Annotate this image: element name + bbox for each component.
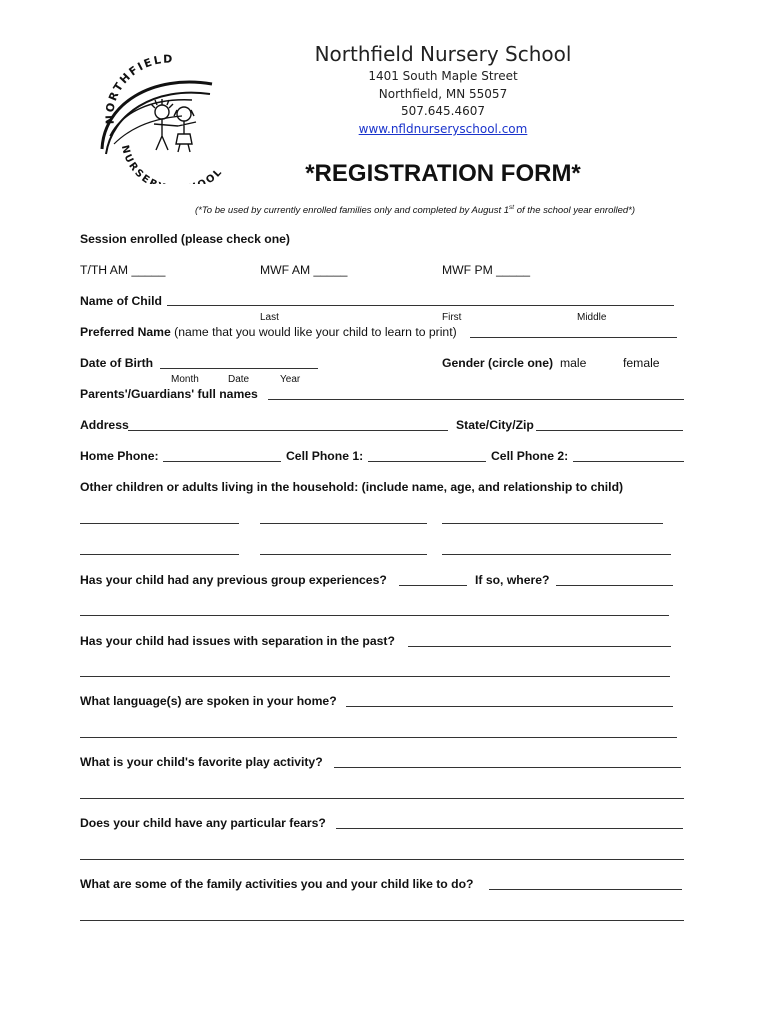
school-website-link[interactable]: www.nfldnurseryschool.com	[358, 122, 528, 136]
preferred-name-hint: (name that you would like your child to learn to print)	[170, 325, 457, 339]
parents-field[interactable]	[268, 399, 684, 400]
preferred-name-label	[80, 325, 457, 339]
child-name-sub-middle: Middle	[577, 312, 607, 323]
child-name-sub-first: First	[442, 312, 462, 323]
dob-sub-month: Month	[171, 374, 199, 385]
cell-phone-1-field[interactable]	[368, 461, 486, 462]
cell-phone-2-field[interactable]	[573, 461, 684, 462]
logo-top-text: NORTHFIELD	[103, 54, 175, 125]
form-note	[195, 204, 635, 216]
parents-label: Parents'/Guardians' full names	[80, 387, 258, 401]
dob-field[interactable]	[160, 368, 318, 369]
if-so-where-field[interactable]	[556, 585, 673, 586]
language-answer-line[interactable]	[80, 737, 677, 738]
state-city-zip-label: State/City/Zip	[456, 418, 534, 432]
home-phone-field[interactable]	[163, 461, 281, 462]
separation-answer-line[interactable]	[80, 676, 670, 677]
gender-option-male[interactable]: male	[560, 356, 587, 370]
session-option-mwf-pm[interactable]: MWF PM _____	[442, 263, 531, 277]
child-name-sub-last: Last	[260, 312, 279, 323]
family-activities-answer-line[interactable]	[80, 920, 684, 921]
preferred-name-title: Preferred Name	[80, 325, 171, 339]
address-line1: 1401 South Maple Street	[368, 69, 518, 83]
address-label: Address	[80, 418, 129, 432]
state-city-zip-field[interactable]	[536, 430, 683, 431]
language-question: What language(s) are spoken in your home?	[80, 694, 337, 708]
address-line2: Northfield, MN 55057	[378, 87, 508, 101]
gender-option-female[interactable]: female	[623, 356, 660, 370]
group-experience-question: Has your child had any previous group experiences?	[80, 573, 387, 587]
cell-phone-2-label: Cell Phone 2:	[491, 449, 569, 463]
dob-sub-date: Date	[228, 374, 250, 385]
session-label: Session enrolled (please check one)	[80, 232, 290, 246]
school-name: Northfield Nursery School	[314, 42, 572, 66]
dob-label: Date of Birth	[80, 356, 154, 370]
household-field-6[interactable]	[442, 554, 671, 555]
fears-answer-line[interactable]	[80, 859, 684, 860]
form-title: *REGISTRATION FORM*	[305, 160, 581, 187]
logo-bottom-text: NURSE OL	[118, 144, 226, 184]
fears-question: Does your child have any particular fears?	[80, 816, 326, 830]
address-field[interactable]	[128, 430, 448, 431]
play-activity-question: What is your child's favorite play activity?	[80, 755, 323, 769]
household-field-5[interactable]	[260, 554, 427, 555]
household-field-2[interactable]	[260, 523, 427, 524]
play-activity-answer-line[interactable]	[80, 798, 684, 799]
school-phone: 507.645.4607	[401, 104, 485, 118]
play-activity-field[interactable]	[334, 767, 681, 768]
gender-label: Gender (circle one)	[442, 356, 554, 370]
household-field-1[interactable]	[80, 523, 239, 524]
fears-field[interactable]	[336, 828, 683, 829]
separation-question: Has your child had issues with separation in the past?	[80, 634, 395, 648]
note-sup: st	[509, 204, 515, 211]
note-pre: (*To be used by currently enrolled families only and completed by August 1	[195, 205, 510, 217]
child-name-label: Name of Child	[80, 294, 162, 308]
if-so-where-label: If so, where?	[475, 573, 550, 587]
household-label: Other children or adults living in the household: (include name, age, and relationship to child)	[80, 480, 624, 494]
household-field-3[interactable]	[442, 523, 663, 524]
session-option-tth-am[interactable]: T/TH AM _____	[80, 263, 166, 277]
note-post: of the school year enrolled*)	[514, 205, 636, 217]
session-option-mwf-am[interactable]: MWF AM _____	[260, 263, 348, 277]
family-activities-question: What are some of the family activities you and your child like to do?	[80, 877, 474, 891]
group-experience-answer-line[interactable]	[80, 615, 669, 616]
home-phone-label: Home Phone:	[80, 449, 159, 463]
group-experience-field[interactable]	[399, 585, 467, 586]
child-name-field[interactable]	[167, 305, 674, 306]
preferred-name-field[interactable]	[470, 337, 677, 338]
language-field[interactable]	[346, 706, 673, 707]
household-field-4[interactable]	[80, 554, 239, 555]
dob-sub-year: Year	[280, 374, 301, 385]
family-activities-field[interactable]	[489, 889, 682, 890]
separation-field[interactable]	[408, 646, 671, 647]
cell-phone-1-label: Cell Phone 1:	[286, 449, 364, 463]
